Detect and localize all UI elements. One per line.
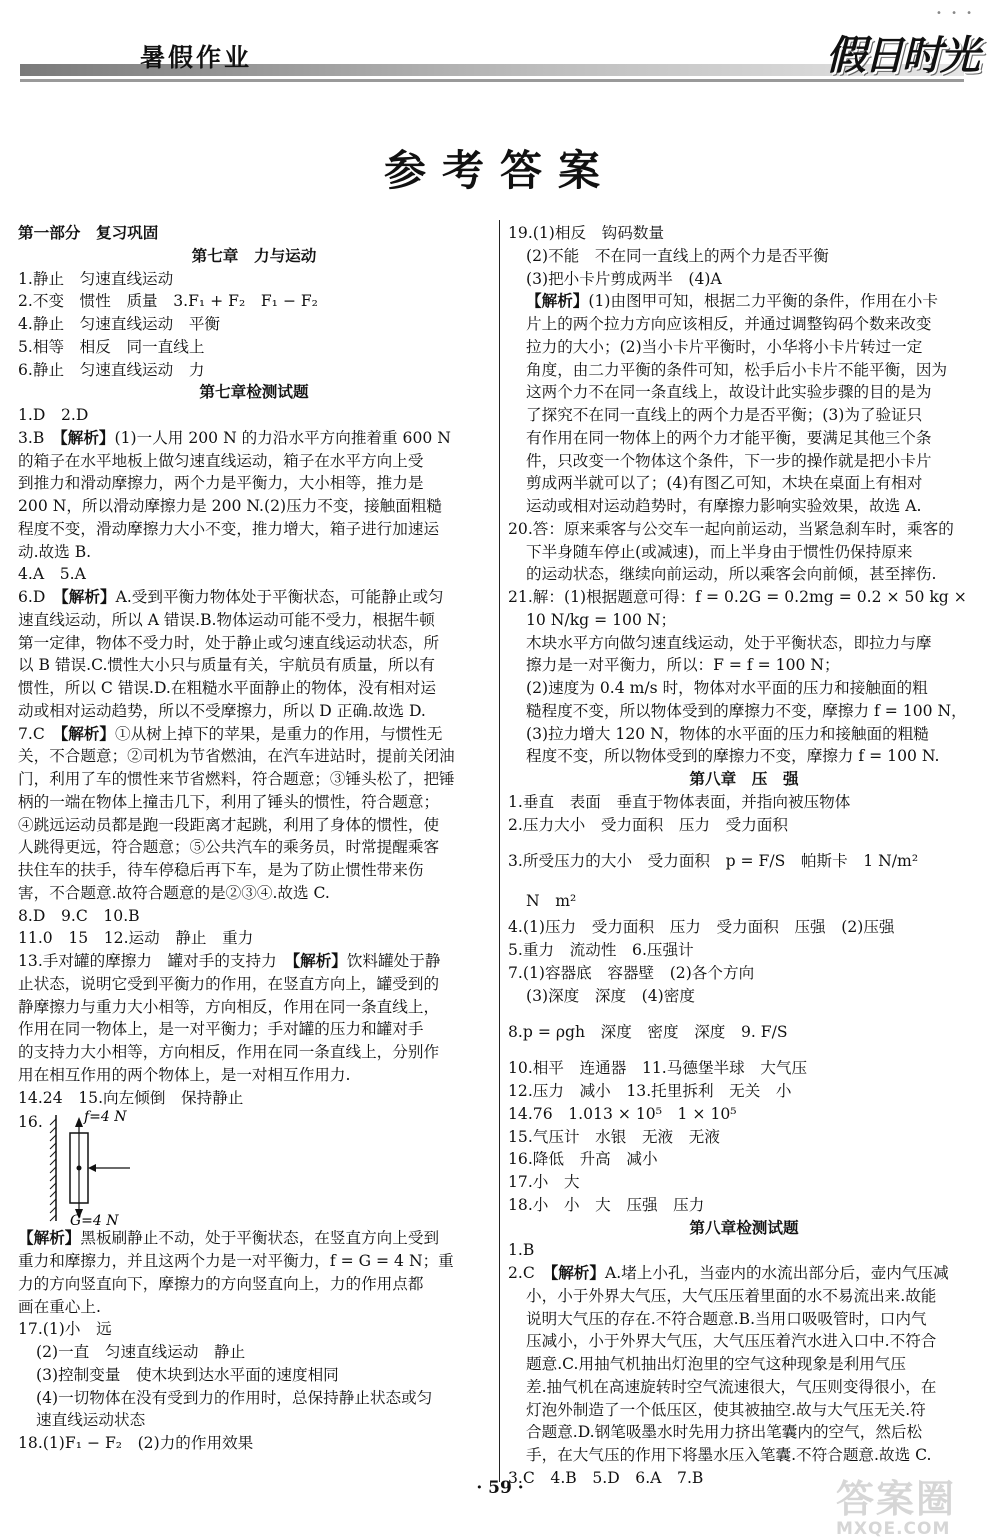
line-text: 18.小 小 大 压强 压力 <box>508 1195 705 1214</box>
analysis-tag: 【解析】 <box>18 1228 81 1248</box>
line-text: (1)一人用 200 N 的力沿水平方向推着重 600 N <box>114 428 451 447</box>
line-text: (2)速度为 0.4 m/s 时，物体对水平面的压力和接触面的粗 <box>526 679 928 697</box>
answer-line <box>18 1273 490 1296</box>
line-text: 3.B <box>18 428 60 447</box>
section-heading <box>18 245 490 268</box>
answer-line <box>508 1126 980 1149</box>
analysis-tag: 【解析】 <box>60 587 116 606</box>
line-text: 饮料罐处于静 <box>346 952 441 970</box>
line-text: 19.(1)相反 钩码数量 <box>508 224 665 242</box>
wall-hatch <box>50 1199 56 1205</box>
header-decoration-dots: • • • <box>936 8 976 19</box>
line-text: 有作用在同一物体上的两个力才能平衡，要满足其他三个条 <box>526 428 932 447</box>
line-text: 20.答：原来乘客与公交车一起向前运动，当紧急刹车时，乘客的 <box>508 519 954 538</box>
answer-line <box>508 700 980 723</box>
answer-line <box>508 677 980 700</box>
answer-line <box>508 359 980 382</box>
answer-line <box>508 518 980 541</box>
line-text: 动.故选 B. <box>18 542 92 561</box>
header-rule <box>20 79 964 82</box>
line-text: 片上的两个拉力方向应该相反，并通过调整钩码个数来改变 <box>526 315 932 333</box>
line-text: 重力和摩擦力，并且这两个力是一对平衡力，f = G = 4 N；重 <box>18 1252 454 1270</box>
section-heading <box>18 381 490 404</box>
line-text: 手，在大气压的作用下将墨水压入笔囊.不符合题意.故选 C. <box>526 1446 932 1464</box>
center-of-gravity <box>77 1166 82 1171</box>
answer-line <box>18 768 490 791</box>
line-text: 运动或相对运动趋势时，有摩擦力影响实验效果，故选 A. <box>526 497 922 515</box>
answer-line <box>18 1041 490 1064</box>
line-text: 第七章检测试题 <box>199 382 309 402</box>
wall-hatch <box>50 1159 56 1165</box>
line-text: 糙程度不变，所以物体受到的摩擦力不变，摩擦力 f = 100 N， <box>526 701 967 720</box>
line-text: 16.降低 升高 减小 <box>508 1150 658 1169</box>
watermark-logo: 答案圈 <box>836 1477 957 1521</box>
line-text: 4.A 5.A <box>18 565 86 584</box>
line-text: 第八章检测试题 <box>689 1217 799 1237</box>
answer-line <box>18 814 490 837</box>
answer-line <box>18 1318 490 1341</box>
line-text: 3.C 4.B 5.D 6.A 7.B <box>508 1468 704 1487</box>
line-text: 灯泡外制造了一个低压区，使其被抽空.故与大气压无关.符 <box>526 1400 926 1419</box>
line-text: 15.气压计 水银 无液 无液 <box>508 1127 720 1146</box>
answer-line <box>18 268 490 291</box>
answer-line <box>18 632 490 655</box>
line-text: 的支持力大小相等，方向相反，作用在同一条直线上，分别作 <box>18 1043 440 1061</box>
analysis-tag: 【解析】 <box>59 427 115 447</box>
answer-line <box>18 518 490 541</box>
line-text: 5.相等 相反 同一直线上 <box>18 337 205 356</box>
answer-line <box>508 1330 980 1353</box>
analysis-tag: 【解析】 <box>60 723 115 743</box>
answer-line <box>508 654 980 677</box>
answer-line <box>508 1376 980 1399</box>
answer-line <box>508 1308 980 1331</box>
line-text: (3)深度 深度 (4)密度 <box>526 986 695 1005</box>
answer-line <box>18 1227 490 1250</box>
answer-line <box>18 859 490 882</box>
line-text: 扶住车的扶手，待车停稳后再下车，是为了防止惯性带来伤 <box>18 861 424 879</box>
answer-line <box>18 973 490 996</box>
answer-line <box>508 791 980 814</box>
line-text: 动或相对运动趋势，所以不受摩擦力，所以 D 正确.故选 D. <box>18 701 426 720</box>
answer-line <box>508 1421 980 1444</box>
line-text: 14.76 1.013 × 10⁵ 1 × 10⁵ <box>508 1104 737 1123</box>
answer-line <box>18 1341 490 1364</box>
gravity-label: G=4 N <box>70 1213 119 1228</box>
wall-hatch <box>50 1119 56 1125</box>
line-text: 拉力的大小；(2)当小卡片平衡时，小华将小卡片转过一定 <box>526 337 923 356</box>
line-text: 门，利用了车的惯性来节省燃料，符合题意；③锤头松了，把锤 <box>18 770 455 788</box>
answer-line <box>18 472 490 495</box>
answer-line <box>18 359 490 382</box>
answer-line <box>508 450 980 473</box>
line-text: 黑板刷静止不动，处于平衡状态，在竖直方向上受到 <box>80 1229 440 1248</box>
answer-line <box>508 1399 980 1422</box>
line-text: (1)由图甲可知，根据二力平衡的条件，作用在小卡 <box>588 292 938 311</box>
answer-line <box>508 381 980 404</box>
page-number: · 59 · <box>476 1478 524 1498</box>
answer-line <box>18 404 490 427</box>
line-text: 第八章 压 强 <box>689 769 799 788</box>
line-text: (3)控制变量 使木块到达水平面的速度相同 <box>36 1365 339 1384</box>
line-text: 4.(1)压力 受力面积 压力 受力面积 压强 (2)压强 <box>508 918 895 937</box>
line-text: 6.D <box>18 588 61 606</box>
line-text: 8.D 9.C 10.B <box>18 906 140 925</box>
line-text: 作用在同一物体上，是一对平衡力；手对罐的压力和罐对手 <box>18 1020 424 1039</box>
line-text: 2.不变 惯性 质量 3.F₁ + F₂ F₁ − F₂ <box>18 292 318 311</box>
answer-line <box>508 745 980 768</box>
line-text: (2)一直 匀速直线运动 静止 <box>36 1343 246 1361</box>
line-text: 害，不合题意.故符合题意的是②③④.故选 C. <box>18 883 330 902</box>
friction-label: f=4 N <box>84 1109 127 1126</box>
wall-hatch <box>50 1175 56 1181</box>
answer-line <box>508 586 980 609</box>
answer-line <box>508 563 980 586</box>
answer-line <box>18 950 490 973</box>
line-text: 了探究不在同一直线上的两个力是否平衡；(3)为了验证只 <box>526 406 923 424</box>
answer-line <box>508 1007 980 1057</box>
answer-line <box>18 654 490 677</box>
line-text: 1.静止 匀速直线运动 <box>18 269 174 288</box>
answer-line <box>508 313 980 336</box>
answer-line <box>18 1087 490 1110</box>
answer-line <box>508 1262 980 1285</box>
line-text: 这两个力不在同一条直线上，故设计此实验步骤的目的是为 <box>526 383 932 402</box>
answer-line <box>18 882 490 905</box>
section-heading <box>508 768 980 791</box>
answer-line <box>508 268 980 291</box>
answer-line <box>18 313 490 336</box>
answer-line <box>18 563 490 586</box>
line-text: 4.静止 匀速直线运动 平衡 <box>18 315 221 333</box>
answer-line <box>508 404 980 427</box>
line-text: 合题意.D.钢笔吸墨水时先用力挤出笔囊内的空气，然后松 <box>526 1423 923 1442</box>
answer-line <box>508 1103 980 1126</box>
line-text: 的箱子在水平地板上做匀速直线运动，箱子在水平方向上受 <box>18 451 424 470</box>
answer-line <box>18 1409 490 1432</box>
answer-line <box>508 1285 980 1308</box>
answer-line <box>18 1432 490 1455</box>
line-text: 件，只改变一个物体这个条件，下一步的操作就是把小卡片 <box>526 451 932 470</box>
line-text: 14.24 15.向左倾倒 保持静止 <box>18 1088 244 1107</box>
answer-line <box>508 222 980 245</box>
answer-line <box>508 336 980 359</box>
section-heading <box>508 1217 980 1240</box>
line-text: 6.静止 匀速直线运动 力 <box>18 360 205 379</box>
answer-line <box>18 927 490 950</box>
wall-hatch <box>50 1127 56 1133</box>
wall-hatch <box>50 1215 56 1221</box>
wall-hatch <box>50 1167 56 1173</box>
line-text: 第一部分 复习巩固 <box>18 223 159 242</box>
answer-line <box>18 745 490 768</box>
line-text: 的运动状态，继续向前运动，所以乘客会向前倾，甚至摔伤. <box>526 565 937 584</box>
answer-line <box>508 245 980 268</box>
line-text: 1.B <box>508 1241 535 1260</box>
answer-line <box>508 290 980 313</box>
answer-line <box>18 905 490 928</box>
line-text: 13.手对罐的摩擦力 罐对手的支持力 <box>18 952 293 970</box>
analysis-tag: 【解析】 <box>526 291 589 311</box>
question-number: 16. <box>18 1113 43 1132</box>
answer-line <box>508 1148 980 1171</box>
line-text: 200 N，所以滑动摩擦力是 200 N.(2)压力不变，接触面粗糙 <box>18 497 443 515</box>
answer-line <box>18 495 490 518</box>
line-text: (3)拉力增大 120 N，物体的水平面的压力和接触面的粗糙 <box>526 724 929 743</box>
line-text: ④跳远运动员都是跑一段距离才起跳，利用了身体的惯性，使 <box>18 815 440 834</box>
answer-line <box>18 1364 490 1387</box>
answer-line <box>508 632 980 655</box>
line-text: 2.压力大小 受力面积 压力 受力面积 <box>508 815 788 834</box>
line-text: 程度不变，滑动摩擦力大小不变，推力增大，箱子进行加速运 <box>18 519 440 538</box>
line-text: 18.(1)F₁ − F₂ (2)力的作用效果 <box>18 1434 254 1452</box>
answer-line <box>18 1064 490 1087</box>
line-text: 剪成两半就可以了；(4)有图乙可知，木块在桌面上有相对 <box>526 474 923 493</box>
line-text: 速直线运动状态 <box>36 1411 146 1430</box>
analysis-tag: 【解析】 <box>550 1263 605 1282</box>
line-text: 7.(1)容器底 容器壁 (2)各个方向 <box>508 963 755 982</box>
push-arrowhead <box>88 1164 96 1172</box>
answer-line <box>508 723 980 746</box>
answer-line <box>508 1239 980 1262</box>
line-text: 惯性，所以 C 错误.D.在粗糙水平面静止的物体，没有相对运 <box>18 679 436 697</box>
line-text: 17.小 大 <box>508 1173 580 1191</box>
answer-line <box>508 814 980 837</box>
answer-line <box>508 836 980 886</box>
answer-line <box>18 586 490 609</box>
force-diagram-q16 <box>18 1109 490 1227</box>
line-text: 说明大气压的存在.不符合题意.B.当用口吸吸管时，口内气 <box>526 1309 927 1328</box>
line-text: 人跳得更远，符合题意；⑤公共汽车的乘务员，时常提醒乘客 <box>18 838 440 857</box>
answer-line <box>18 996 490 1019</box>
wall-hatch <box>50 1207 56 1213</box>
answer-line <box>18 791 490 814</box>
answer-line <box>18 222 490 245</box>
wall-hatch <box>50 1191 56 1197</box>
line-text: (4)一切物体在没有受到力的作用时，总保持静止状态或匀 <box>36 1388 433 1407</box>
line-text: 1.垂直 表面 垂直于物体表面，并指向被压物体 <box>508 792 851 811</box>
line-text: 速直线运动，所以 A 错误.B.物体运动可能不受力，根据牛顿 <box>18 610 435 629</box>
line-text: 17.(1)小 远 <box>18 1320 112 1339</box>
answer-line <box>18 450 490 473</box>
watermark <box>836 1468 956 1539</box>
answer-line <box>508 1171 980 1194</box>
watermark-url: MXQE.COM <box>836 1519 951 1539</box>
line-text: 11.0 15 12.运动 静止 重力 <box>18 929 254 948</box>
brand-logo: 假日时光 <box>826 33 978 79</box>
line-text: 以 B 错误.C.惯性大小只与质量有关，宇航员有质量，所以有 <box>18 656 435 675</box>
line-text: 3.所受压力的大小 受力面积 p = F/S 帕斯卡 1 N/m² <box>508 852 919 871</box>
page-title: 参考答案 <box>383 146 616 195</box>
line-text: 画在重心上. <box>18 1297 101 1316</box>
line-text: 程度不变，所以物体受到的摩擦力不变，摩擦力 f = 100 N. <box>526 747 940 766</box>
answer-line <box>18 1250 490 1273</box>
answer-line <box>508 472 980 495</box>
answer-line <box>508 1444 980 1467</box>
line-text: 1.D 2.D <box>18 406 89 424</box>
line-text: 关，不合题意；②司机为节省燃油，在汽车进站时，提前关闭油 <box>18 747 455 766</box>
answer-line <box>18 723 490 746</box>
line-text: 小，小于外界大气压，大气压压着里面的水不易流出来.故能 <box>526 1286 937 1305</box>
answer-line <box>508 541 980 564</box>
line-text: 木块水平方向做匀速直线运动，处于平衡状态，即拉力与摩 <box>526 633 932 652</box>
line-text: N m² <box>526 892 577 911</box>
line-text: 21.解：(1)根据题意可得：f = 0.2G = 0.2mg = 0.2 × 50 kg × <box>508 588 967 606</box>
answer-line <box>18 427 490 450</box>
line-text: 力的方向竖直向下，摩擦力的方向竖直向上，力的作用点都 <box>18 1274 424 1293</box>
answer-line <box>508 609 980 632</box>
answer-line <box>508 985 980 1008</box>
answer-line <box>508 916 980 939</box>
answer-line <box>18 1387 490 1410</box>
answer-line <box>508 427 980 450</box>
line-text: A.堵上小孔，当壶内的水流出部分后，壶内气压减 <box>604 1264 949 1282</box>
line-text: A.受到平衡力物体处于平衡状态，可能静止或匀 <box>115 588 444 606</box>
line-text: (3)把小卡片剪成两半 (4)A <box>526 269 722 288</box>
wall-hatch <box>50 1143 56 1149</box>
analysis-tag: 【解析】 <box>292 951 347 970</box>
answer-line <box>508 1080 980 1103</box>
answer-line <box>508 1353 980 1376</box>
line-text: 10 N/kg = 100 N； <box>526 610 677 629</box>
answer-line <box>18 609 490 632</box>
line-text: 5.重力 流动性 6.压强计 <box>508 941 694 959</box>
line-text: 到推力和滑动摩擦力，两个力是平衡力，大小相等，推力是 <box>18 474 424 493</box>
answer-line <box>508 939 980 962</box>
line-text: 差.抽气机在高速旋转时空气流速很大，气压则变得很小，在 <box>526 1377 937 1396</box>
friction-arrowhead <box>75 1117 83 1127</box>
wall-hatch <box>50 1183 56 1189</box>
answer-line <box>18 836 490 859</box>
line-text: 压减小，小于外界大气压，大气压压着汽水进入口中.不符合 <box>526 1332 937 1351</box>
line-text: 擦力是一对平衡力，所以：F = f = 100 N； <box>526 656 840 675</box>
answer-line <box>18 336 490 359</box>
answer-line <box>18 1296 490 1319</box>
wall-hatch <box>50 1151 56 1157</box>
left-column <box>18 222 490 1455</box>
line-text: 静摩擦力与重力大小相等，方向相反，作用在同一条直线上， <box>18 997 440 1016</box>
line-text: 10.相平 连通器 11.马德堡半球 大气压 <box>508 1059 808 1078</box>
answer-line <box>508 886 980 916</box>
line-text: 12.压力 减小 13.托里拆利 无关 小 <box>508 1082 792 1100</box>
wall-hatch <box>50 1135 56 1141</box>
line-text: 7.C <box>18 724 61 743</box>
line-text: 2.C <box>508 1264 551 1282</box>
page-header <box>0 0 1000 110</box>
answer-line <box>508 1057 980 1080</box>
answer-line <box>508 962 980 985</box>
line-text: 题意.C.用抽气机抽出灯泡里的空气这种现象是利用气压 <box>526 1355 906 1373</box>
line-text: ①从树上掉下的苹果，是重力的作用，与惯性无 <box>114 724 443 743</box>
answer-line <box>18 677 490 700</box>
line-text: (2)不能 不在同一直线上的两个力是否平衡 <box>526 246 829 265</box>
header-title: 暑假作业 <box>140 43 253 72</box>
line-text: 角度，由二力平衡的条件可知，松手后小卡片不能平衡，因为 <box>526 360 948 379</box>
right-column <box>508 222 980 1490</box>
line-text: 用在相互作用的两个物体上，是一对相互作用力. <box>18 1065 351 1084</box>
answer-line <box>18 541 490 564</box>
column-divider <box>499 220 500 1482</box>
answer-line <box>18 700 490 723</box>
line-text: 8.p = ρgh 深度 密度 深度 9. F/S <box>508 1023 788 1042</box>
force-diagram-svg <box>30 1109 230 1227</box>
answer-line <box>18 290 490 313</box>
answer-line <box>508 495 980 518</box>
line-text: 第七章 力与运动 <box>191 245 317 265</box>
line-text: 止状态，说明它受到平衡力的作用，在竖直方向上，罐受到的 <box>18 974 440 993</box>
line-text: 第一定律，物体不受力时，处于静止或匀速直线运动状态，所 <box>18 633 440 652</box>
line-text: 柄的一端在物体上撞击几下，利用了锤头的惯性，符合题意； <box>18 792 440 811</box>
line-text: 下半身随车停止(或减速)，而上半身由于惯性仍保持原来 <box>526 542 913 561</box>
answer-line <box>18 1018 490 1041</box>
answer-line <box>508 1194 980 1217</box>
